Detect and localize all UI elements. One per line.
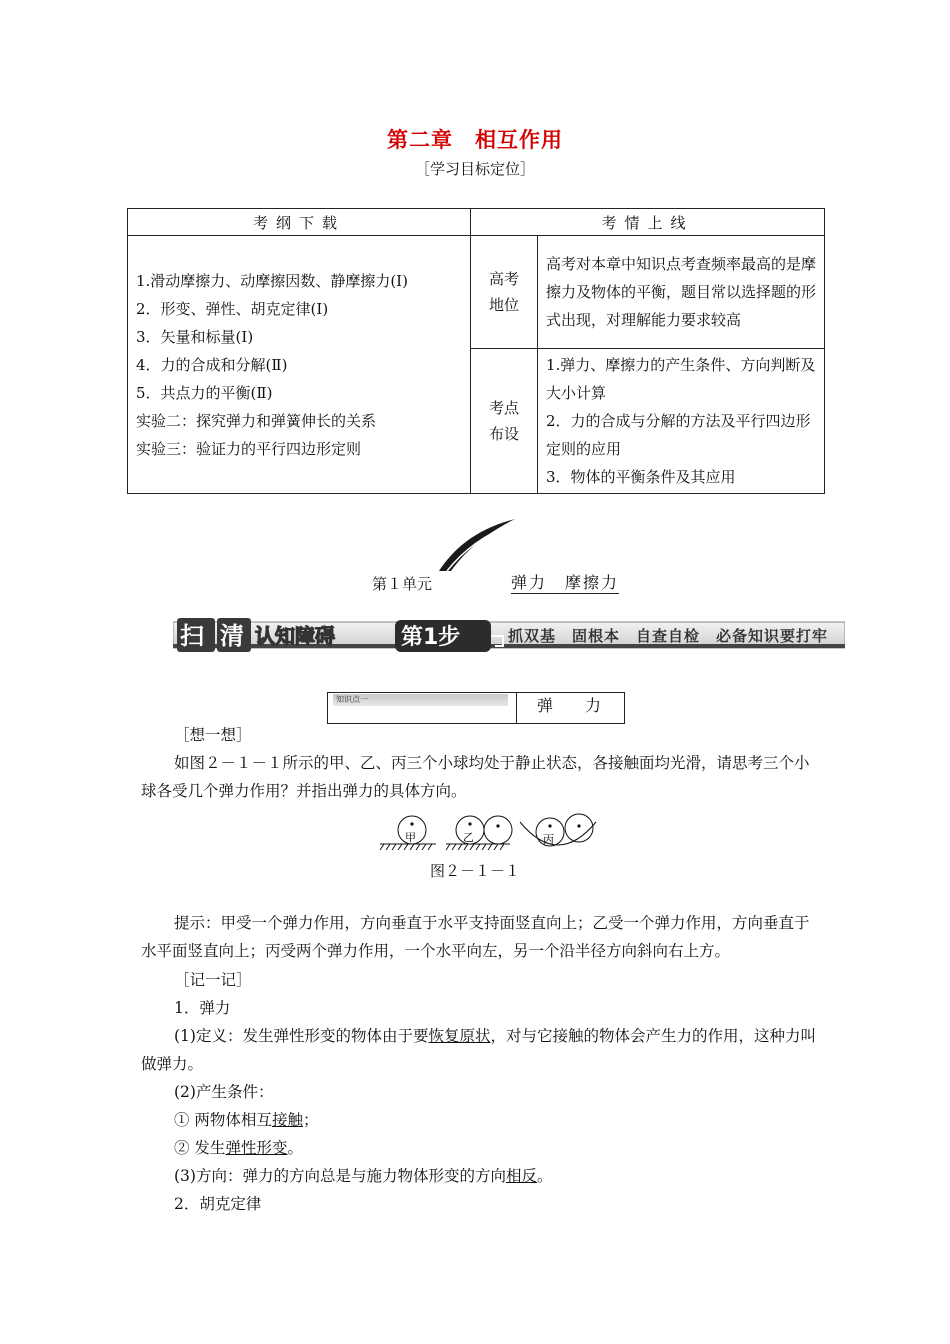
- syllabus-item: 实验二：探究弹力和弹簧伸长的关系: [136, 411, 377, 430]
- banner-text: 认知障碍: [255, 624, 335, 648]
- banner-step: 第1步: [401, 625, 461, 650]
- key-term: 相反: [505, 1167, 537, 1185]
- section-hooke-law: 2．胡克定律: [174, 1195, 262, 1213]
- exam-info-header: 考情上线: [471, 209, 825, 236]
- exam-point-item: 2．力的合成与分解的方法及平行四边形定则的应用: [546, 412, 811, 458]
- knowledge-point-title: 弹 力: [537, 696, 602, 715]
- syllabus-header: 考纲下载: [128, 209, 471, 236]
- unit-name: 弹力 摩擦力: [511, 573, 620, 592]
- condition-item: ② 发生弹性形变。: [174, 1139, 303, 1157]
- ball-label: 乙: [463, 831, 474, 844]
- banner-slogan: 抓双基 固根本 自查自检 必备知识要打牢: [508, 627, 829, 645]
- hint-text: 提示：甲受一个弹力作用，方向垂直于水平支持面竖直向上；乙受一个弹力作用，方向垂直于水平面竖直向上；丙受两个弹力作用，一个水平向左，另一个沿半径方向斜向右上方。: [141, 914, 810, 960]
- syllabus-item: 实验三：验证力的平行四边形定则: [136, 439, 362, 458]
- syllabus-item: 1.滑动摩擦力、动摩擦因数、静摩擦力(Ⅰ): [136, 271, 408, 290]
- chapter-title: 第二章 相互作用: [387, 127, 563, 152]
- syllabus-item: 3．矢量和标量(Ⅰ): [136, 327, 254, 346]
- conditions-heading: (2)产生条件：: [174, 1083, 274, 1101]
- page-subtitle: ［学习目标定位］: [414, 160, 535, 178]
- exam-point-item: 1.弹力、摩擦力的产生条件、方向判断及大小计算: [546, 356, 816, 402]
- think-heading: ［想一想］: [174, 726, 252, 744]
- ball-label: 丙: [543, 833, 554, 846]
- section-elastic-force: 1．弹力: [174, 999, 231, 1017]
- definition-paragraph: (1)定义：发生弹性形变的物体由于要恢复原状，对与它接触的物体会产生力的作用，这种力叫做弹力。: [141, 1027, 816, 1073]
- exam-point-item: 3．物体的平衡条件及其应用: [546, 468, 736, 486]
- swoosh-icon: [437, 517, 517, 573]
- figure-caption: 图２－１－１: [429, 862, 520, 880]
- exam-status-label: 高考 地位: [471, 236, 538, 349]
- learning-goals-table: [127, 208, 825, 494]
- divider: [516, 692, 517, 724]
- syllabus-item: 4．力的合成和分解(Ⅱ): [136, 355, 288, 374]
- banner-char-1: 扫: [180, 622, 204, 650]
- knowledge-point-tag: 知识点一: [333, 694, 508, 706]
- syllabus-item: 5．共点力的平衡(Ⅱ): [136, 383, 273, 402]
- key-term: 弹性形变: [225, 1139, 288, 1157]
- remember-heading: ［记一记］: [174, 971, 252, 989]
- condition-item: ① 两物体相互接触；: [174, 1111, 319, 1129]
- syllabus-item: 2．形变、弹性、胡克定律(Ⅰ): [136, 299, 329, 318]
- ball-label: 甲: [405, 831, 416, 844]
- exam-points-list: [538, 349, 825, 494]
- banner-char-2: 清: [220, 622, 244, 650]
- exam-points-label: 考点 布设: [471, 349, 538, 494]
- balls-figure: [378, 812, 618, 856]
- direction-item: (3)方向：弹力的方向总是与施力物体形变的方向相反。: [174, 1167, 553, 1185]
- syllabus-list: [128, 236, 471, 494]
- key-term: 接触: [271, 1111, 303, 1129]
- think-question: 如图２－１－１所示的甲、乙、丙三个小球均处于静止状态，各接触面均光滑，请思考三个小球各受几个弹力作用？并指出弹力的具体方向。: [141, 754, 810, 800]
- exam-status-content: 高考对本章中知识点考查频率最高的是摩擦力及物体的平衡，题目常以选择题的形式出现，对理解能力要求较高: [538, 236, 825, 349]
- key-term: 恢复原状: [428, 1027, 491, 1045]
- unit-label: 第１单元: [372, 575, 433, 593]
